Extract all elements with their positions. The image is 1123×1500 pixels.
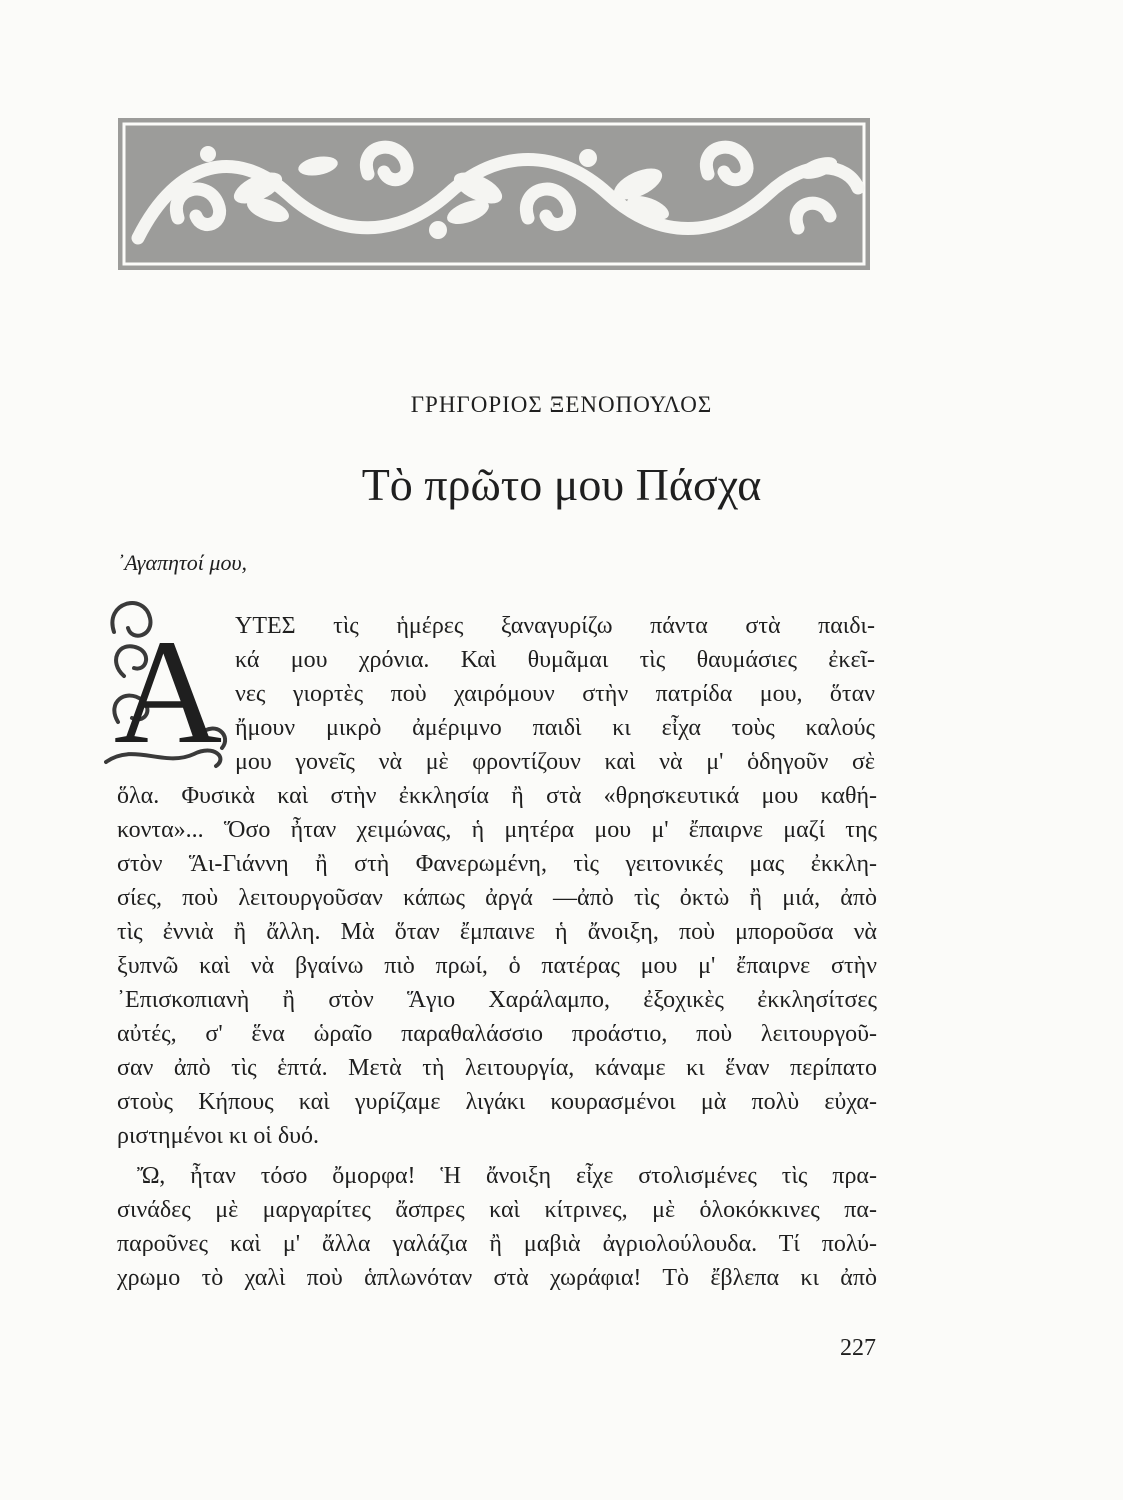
ornamental-header-band [118, 118, 870, 270]
text-line: ἤμουν μικρὸ ἀμέριμνο παιδὶ κι εἶχα τοὺς καλούς [235, 715, 875, 741]
text-line: ὅλα. Φυσικὰ καὶ στὴν ἐκκλησία ἢ στὰ «θρησκευτικά μου καθή- [117, 783, 877, 809]
text-line: κά μου χρόνια. Καὶ θυμᾶμαι τὶς θαυμάσιες ἐκεῖ- [235, 647, 875, 673]
text-line: κοντα»... Ὅσο ἦταν χειμώνας, ἡ μητέρα μου μ' ἔπαιρνε μαζί της [117, 817, 877, 843]
author-name: ΓΡΗΓΟΡΙΟΣ ΞΕΝΟΠΟΥΛΟΣ [410, 392, 713, 417]
page-number: 227 [840, 1335, 876, 1361]
text-line: σινάδες μὲ μαργαρίτες ἄσπρες καὶ κίτρινες, μὲ ὁλοκόκκινες πα- [117, 1197, 877, 1223]
drop-cap-letter: Α [113, 609, 223, 772]
decorative-drop-cap [104, 592, 236, 772]
text-line: ξυπνῶ καὶ νὰ βγαίνω πιὸ πρωί, ὁ πατέρας μου μ' ἔπαιρνε στὴν [117, 953, 877, 979]
text-line: τὶς ἐννιὰ ἢ ἄλλη. Μὰ ὅταν ἔμπαινε ἡ ἄνοιξη, ποὺ μποροῦσα νὰ [117, 919, 877, 945]
text-line: στοὺς Κήπους καὶ γυρίζαμε λιγάκι κουρασμένοι μὰ πολὺ εὐχα- [117, 1089, 877, 1115]
text-line: νες γιορτὲς ποὺ χαιρόμουν στὴν πατρίδα μου, ὅταν [235, 681, 875, 707]
text-line: σίες, ποὺ λειτουργοῦσαν κάπως ἀργά —ἀπὸ τὶς ὀκτὼ ἢ μιά, ἀπὸ [117, 885, 877, 911]
text-line: παροῦνες καὶ μ' ἄλλα γαλάζια ἢ μαβιὰ ἀγριολούλουδα. Τί πολύ- [117, 1231, 877, 1257]
text-line: χρωμο τὸ χαλὶ ποὺ ἁπλωνόταν στὰ χωράφια! Τὸ ἔβλεπα κι ἀπὸ [117, 1265, 877, 1291]
text-line: μου γονεῖς νὰ μὲ φροντίζουν καὶ νὰ μ' ὁδηγοῦν σὲ [235, 749, 875, 775]
text-line: ριστημένοι κι οἱ δυό. [117, 1123, 320, 1149]
text-line: αὐτές, σ' ἕνα ὡραῖο παραθαλάσσιο προάστιο, ποὺ λειτουργοῦ- [117, 1021, 877, 1047]
text-line: στὸν Ἅι-Γιάννη ἢ στὴ Φανερωμένη, τὶς γειτονικές μας ἐκκλη- [117, 851, 877, 877]
text-line: ΥΤΕΣ τὶς ἡμέρες ξαναγυρίζω πάντα στὰ παιδι- [235, 613, 875, 639]
chapter-title: Τὸ πρῶτο μου Πάσχα [361, 459, 762, 510]
text-line: σαν ἀπὸ τὶς ἑπτά. Μετὰ τὴ λειτουργία, κάναμε κι ἕναν περίπατο [117, 1055, 877, 1081]
text-line: ᾿Επισκοπιανὴ ἢ στὸν Ἅγιο Χαράλαμπο, ἐξοχικὲς ἐκκλησίτσες [117, 987, 877, 1013]
salutation: ᾿Αγαπητοί μου, [117, 550, 248, 575]
text-line: Ὤ, ἦταν τόσο ὄμορφα! Ἡ ἄνοιξη εἶχε στολισμένες τὶς πρα- [137, 1163, 877, 1189]
